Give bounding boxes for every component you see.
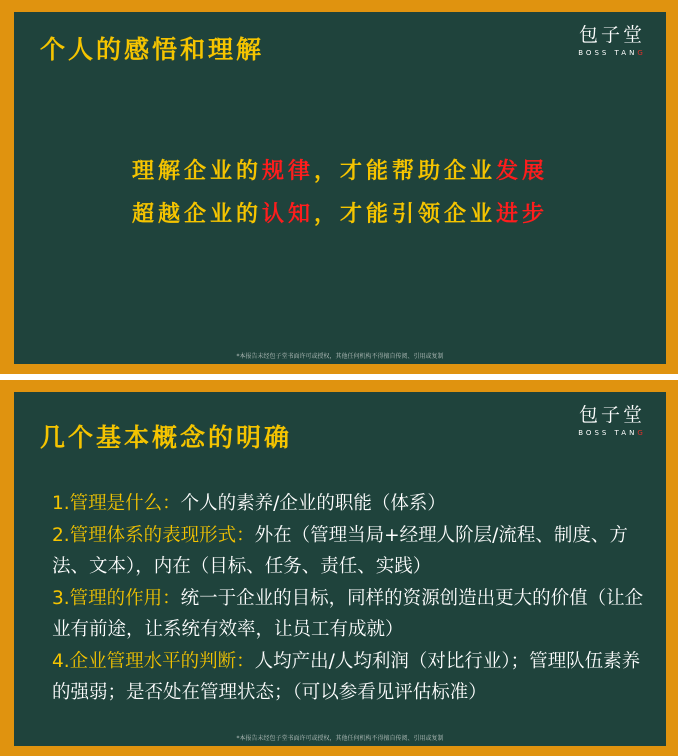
item-label: 3.管理的作用： (52, 587, 181, 609)
slide-1 (0, 0, 678, 374)
list-item (52, 583, 646, 646)
message-line-1: 理解企业的规律，才能帮助企业发展 (131, 158, 549, 184)
logo-mark: 包子堂 (578, 404, 645, 426)
key-message (14, 150, 666, 236)
logo-subtitle: BOSS TANG (578, 429, 646, 437)
highlight: 进步 (496, 201, 549, 227)
item-label: 1.管理是什么： (52, 493, 181, 514)
chalkboard (14, 12, 666, 364)
item-label: 2.管理体系的表现形式： (52, 524, 255, 546)
logo (572, 20, 652, 57)
list-item (52, 520, 646, 583)
list-item (52, 646, 646, 709)
logo (572, 400, 652, 437)
logo-red-letter: G (637, 429, 646, 437)
slide-title: 个人的感悟和理解 (40, 35, 265, 64)
footnote: *本报告未经包子堂书面许可或授权，其他任何机构不得擅自传阅、引用或复制 (236, 353, 444, 360)
message-line-2: 超越企业的认知，才能引领企业进步 (131, 201, 549, 227)
item-text: 外在（管理当局+经理人阶层/流程、制度、方法、文本），内在（目标、任务、责任、实践） (52, 524, 628, 577)
logo-mark: 包子堂 (578, 24, 645, 46)
list-item (52, 488, 646, 520)
slide-2 (0, 380, 678, 756)
highlight: 认知 (261, 201, 314, 227)
chalkboard (14, 392, 666, 746)
highlight: 发展 (496, 158, 549, 184)
item-label: 4.企业管理水平的判断： (52, 650, 255, 672)
item-text: 人均产出/人均利润（对比行业）；管理队伍素养的强弱；是否处在管理状态；（可以参看见评估标准） (52, 650, 641, 703)
concept-list (52, 488, 646, 709)
slide-title: 几个基本概念的明确 (40, 423, 293, 452)
logo-subtitle: BOSS TANG (578, 49, 646, 57)
highlight: 规律 (261, 158, 314, 184)
item-text: 个人的素养/企业的职能（体系） (180, 493, 446, 514)
footnote: *本报告未经包子堂书面许可或授权，其他任何机构不得擅自传阅、引用或复制 (236, 735, 444, 742)
item-text: 统一于企业的目标，同样的资源创造出更大的价值（让企业有前途，让系统有效率，让员工有成就） (52, 587, 644, 640)
logo-red-letter: G (637, 49, 646, 57)
